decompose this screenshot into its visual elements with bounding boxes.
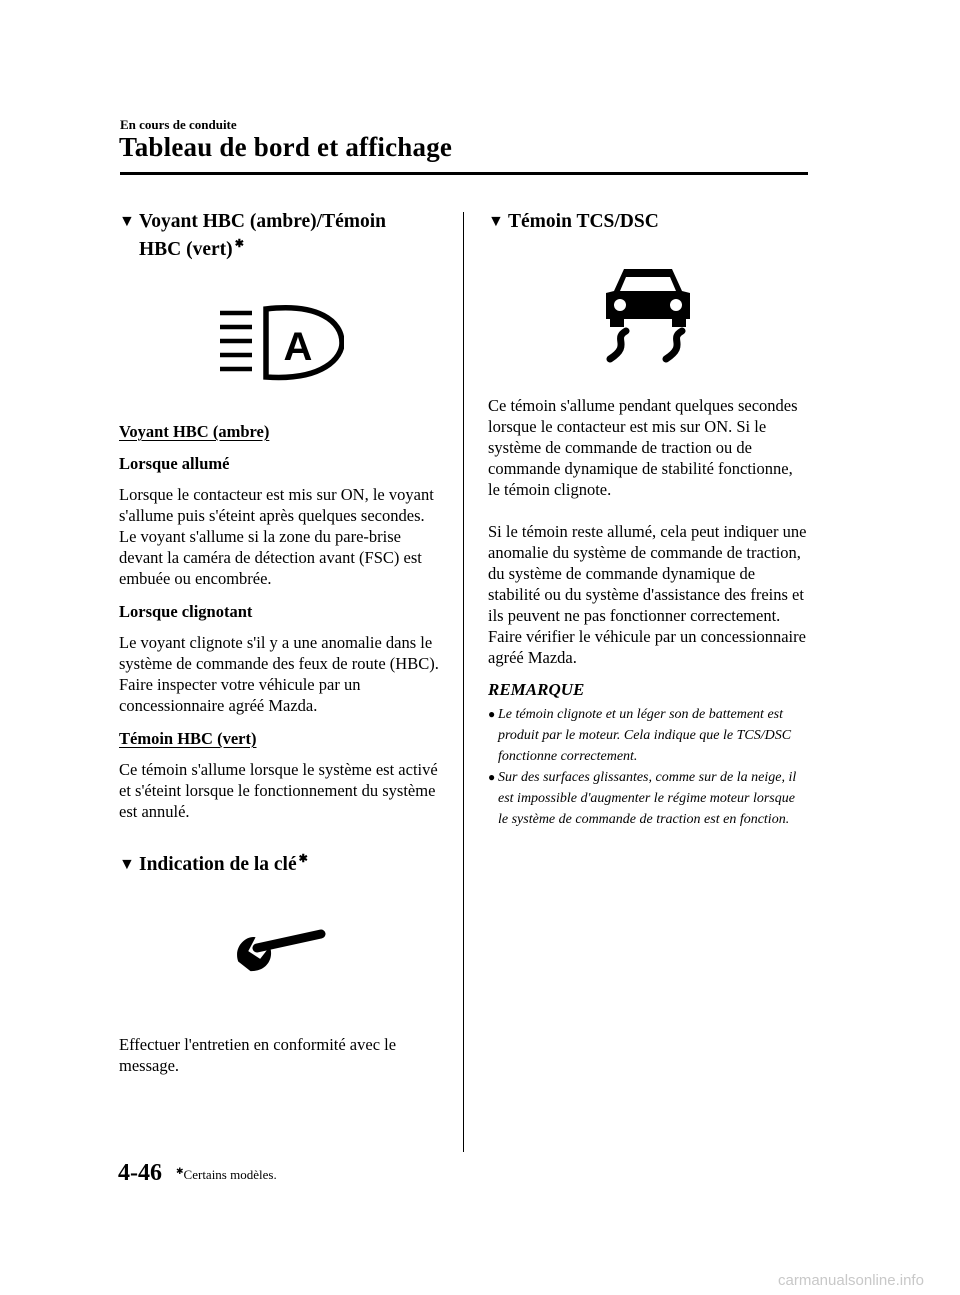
tcs-para2: Si le témoin reste allumé, cela peut indiquer une anomalie du système de commande de traction, du système de commande dynamique de stabilité ou du système d'assistance des freins et ils peuvent ne pas fonctionner correctement. Faire vérifier le véhicule par un concessionnaire agréé Mazda.	[488, 522, 807, 667]
note-title: REMARQUE	[488, 680, 585, 699]
tcs-para1: Ce témoin s'allume pendant quelques secondes lorsque le contacteur est mis sur ON. Si le système de commande de traction ou de commande dynamique de stabilité fonctionne, le témoin clignote.	[488, 396, 798, 499]
bullet-icon: ●	[488, 770, 496, 784]
hbc-amber-title: Voyant HBC (ambre)	[119, 422, 270, 441]
hbc-blink-text: Le voyant clignote s'il y a une anomalie dans le système de commande des feux de route (HBC). Faire inspecter votre véhicule par un concessionnaire agréé Mazda.	[119, 633, 439, 715]
right-column	[488, 210, 808, 830]
asterisk-icon: ✱	[298, 853, 308, 865]
hbc-on-text: Lorsque le contacteur est mis sur ON, le voyant s'allume puis s'éteint après quelques secondes. Le voyant s'allume si la zone du pare-brise devant la caméra de détection avant (FSC) est embuée ou encombrée.	[119, 485, 434, 588]
hbc-green-text: Ce témoin s'allume lorsque le système est activé et s'éteint lorsque le fonctionnement du système est annulé.	[119, 760, 438, 821]
skidding-car-icon	[602, 263, 694, 363]
tcs-icon-box	[488, 263, 808, 363]
page-number: 4-46	[118, 1160, 162, 1186]
hbc-green-title: Témoin HBC (vert)	[119, 729, 257, 748]
svg-text:A: A	[283, 325, 313, 369]
section-label: En cours de conduite	[120, 117, 237, 132]
note-item: ● Le témoin clignote et un léger son de battement est produit par le moteur. Cela indique que le TCS/DSC fonctionne correctement.	[488, 704, 808, 767]
asterisk-icon: ✱	[176, 1166, 184, 1176]
key-text: Effectuer l'entretien en conformité avec le message.	[119, 1035, 397, 1075]
key-heading: ▼ Indication de la clé ✱	[119, 853, 308, 875]
triangle-icon: ▼	[119, 213, 135, 230]
watermark: carmanualsonline.info	[778, 1272, 924, 1289]
asterisk-icon: ✱	[234, 238, 244, 250]
column-divider	[463, 212, 464, 1152]
hbc-on-title: Lorsque allumé	[119, 454, 230, 473]
triangle-icon: ▼	[119, 856, 135, 873]
auto-high-beam-icon	[214, 301, 344, 385]
bullet-icon: ●	[488, 707, 496, 721]
left-column	[119, 210, 439, 1076]
hbc-icon-box	[119, 301, 439, 385]
hbc-heading: ▼ Voyant HBC (ambre)/Témoin HBC (vert) ✱	[119, 211, 387, 260]
header-rule	[120, 172, 808, 175]
wrench-icon	[229, 922, 329, 982]
note-list	[488, 704, 808, 830]
tcs-heading: ▼ Témoin TCS/DSC	[488, 211, 659, 232]
key-icon-box	[119, 922, 439, 982]
note-item: ● Sur des surfaces glissantes, comme sur de la neige, il est impossible d'augmenter le régime moteur lorsque le système de commande de traction est en fonction.	[488, 767, 808, 830]
chapter-title: Tableau de bord et affichage	[119, 132, 453, 162]
hbc-blink-title: Lorsque clignotant	[119, 602, 253, 621]
footnote: ✱Certains modèles.	[176, 1166, 277, 1182]
triangle-icon: ▼	[488, 213, 504, 230]
